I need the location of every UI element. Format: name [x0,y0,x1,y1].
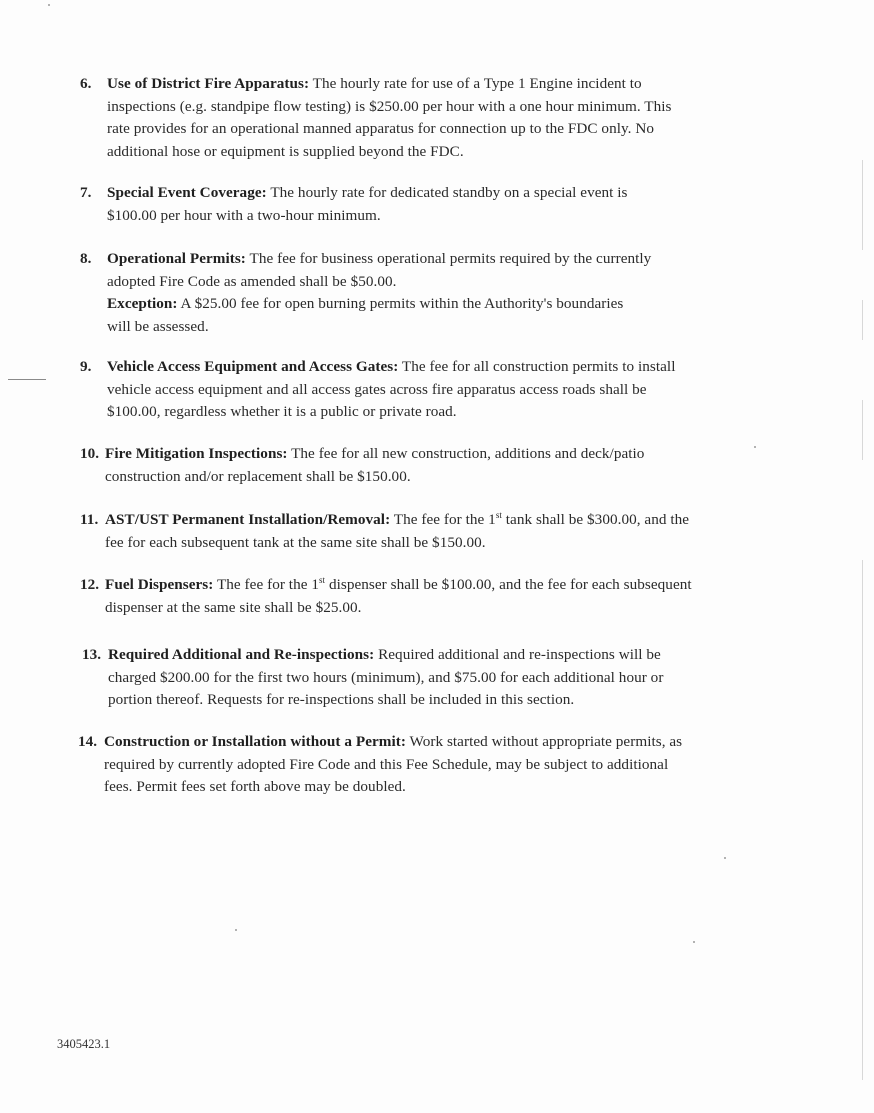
item-line [105,574,770,597]
scan-edge-line [862,160,863,250]
item-text: The hourly rate for use of a Type 1 Engine incident to [309,75,642,92]
item-number: 8. [80,250,92,267]
item-number: 11. [80,511,99,528]
item-heading: Required Additional and Re-inspections: [108,646,375,663]
document-code: 3405423.1 [57,1037,111,1051]
exception-line [107,293,760,316]
exception-label: Exception: [107,295,178,312]
item-line: dispenser at the same site shall be $25.00. [105,598,362,616]
item-line: vehicle access equipment and all access gates across fire apparatus access roads shall be [107,380,647,398]
item-line [107,73,760,96]
item-line [105,443,760,466]
item-line: $100.00, regardless whether it is a public or private road. [107,403,457,420]
item-line [107,182,760,205]
scan-speck [724,857,726,859]
item-line: charged $200.00 for the first two hours (minimum), and $75.00 for each additional hour or [108,668,664,686]
exception-text: A $25.00 fee for open burning permits within the Authority's boundaries [177,295,624,312]
item-text: Required additional and re-inspections will be [374,646,661,663]
item-number: 9. [80,358,92,375]
fee-item-13 [82,644,762,712]
item-line: $100.00 per hour with a two-hour minimum. [107,206,381,224]
item-heading: Fire Mitigation Inspections: [105,445,288,462]
item-heading: Fuel Dispensers: [105,576,214,593]
item-number: 12. [80,576,100,593]
item-line: inspections (e.g. standpipe flow testing) is $250.00 per hour with a one hour minimum. This [107,97,672,115]
scan-edge-line [862,560,863,1080]
item-line [107,356,760,379]
scan-edge-line [862,400,863,460]
item-line: fees. Permit fees set forth above may be doubled. [104,778,406,795]
item-text: The hourly rate for dedicated standby on a special event is [266,184,628,201]
item-text: The fee for all construction permits to install [398,358,676,375]
scan-speck [235,929,237,931]
item-text: dispenser shall be $100.00, and the fee for each subsequent [325,576,692,593]
item-line [105,509,770,532]
fee-item-8 [80,248,760,338]
item-heading: AST/UST Permanent Installation/Removal: [105,511,391,528]
item-text: The fee for business operational permits required by the currently [245,250,652,267]
fee-item-7 [80,182,760,227]
item-number: 7. [80,184,92,201]
item-number: 10. [80,445,100,462]
item-line [104,731,768,754]
item-text: The fee for the 1 [390,511,496,528]
item-heading: Use of District Fire Apparatus: [107,75,310,92]
item-heading: Special Event Coverage: [107,184,267,201]
item-number: 14. [78,733,98,750]
item-line: portion thereof. Requests for re-inspections shall be included in this section. [108,691,575,708]
scan-speck [48,4,50,6]
item-line: fee for each subsequent tank at the same site shall be $150.00. [105,533,486,551]
item-heading: Construction or Installation without a Permit: [104,733,406,750]
fee-item-12 [80,574,770,619]
fee-item-9 [80,356,760,424]
item-text: The fee for the 1 [213,576,319,593]
item-line: rate provides for an operational manned apparatus for connection up to the FDC only. No [107,120,655,137]
item-heading: Vehicle Access Equipment and Access Gates: [107,358,399,375]
item-line: required by currently adopted Fire Code and this Fee Schedule, may be subject to additional [104,755,669,773]
item-text: The fee for all new construction, additions and deck/patio [287,445,645,462]
fee-item-14 [78,731,768,799]
item-number: 6. [80,75,92,92]
item-heading: Operational Permits: [107,250,246,267]
item-text: Work started without appropriate permits, as [405,733,683,750]
ordinal-suffix: st [319,574,326,585]
item-line: additional hose or equipment is supplied beyond the FDC. [107,142,464,160]
item-number: 13. [82,646,102,663]
scan-speck [693,941,695,943]
fee-item-10 [80,443,760,488]
item-line [108,644,762,667]
scan-edge-line [862,300,863,340]
item-line: adopted Fire Code as amended shall be $50.00. [107,272,397,290]
item-line [107,248,760,271]
ordinal-suffix: st [495,509,502,520]
fee-item-11 [80,509,770,554]
margin-tick-mark [8,379,46,380]
item-text: tank shall be $300.00, and the [501,511,690,528]
exception-line: will be assessed. [107,317,209,335]
item-line: construction and/or replacement shall be $150.00. [105,467,411,485]
fee-item-6 [80,73,760,163]
